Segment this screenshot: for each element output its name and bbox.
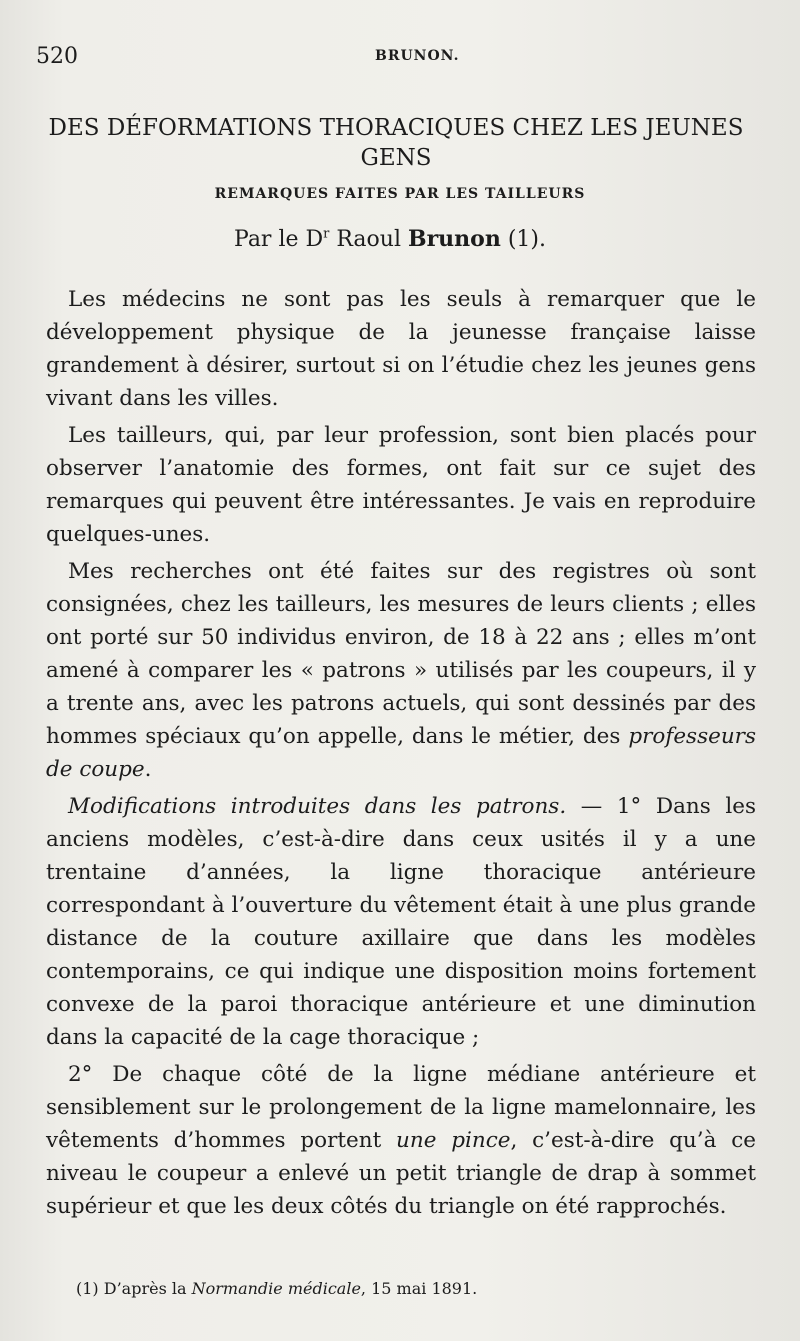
paragraph-text: Les médecins ne sont pas les seuls à remarquer que le développement physique de la jeunesse française laisse grandement à désirer, surtout si on l’étudie chez les jeunes gens vivant dans les villes. (46, 287, 756, 411)
footnote-text: , 15 mai 1891. (360, 1279, 478, 1298)
paragraph-text: . (144, 757, 152, 782)
paragraph-text: Les tailleurs, qui, par leur profession, sont bien placés pour observer l’anatomie des formes, ont fait sur ce sujet des remarques qui peuvent être intéressantes. Je vais en reproduire quelques-unes. (46, 423, 756, 547)
running-title: BRUNON. (375, 48, 460, 64)
footnote-ref: (1). (500, 227, 546, 252)
section-heading: Modifications introduites dans les patrons. (68, 794, 567, 819)
paragraph (46, 790, 756, 1054)
italic-term: professeurs de coupe (46, 724, 756, 782)
author-name: Brunon (407, 226, 501, 252)
paragraph-text: , c’est-à-dire qu’à ce niveau le coupeur a enlevé un petit triangle de drap à sommet supérieur et que les deux côtés du triangle on été rapprochés. (46, 1128, 756, 1219)
article-body (46, 283, 756, 1227)
italic-term: une pince (396, 1128, 511, 1153)
article-subtitle: REMARQUES FAITES PAR LES TAILLEURS (214, 186, 586, 202)
paragraph (46, 555, 756, 786)
paragraph-text: — 1° Dans les anciens modèles, c’est-à-dire dans ceux usités il y a une trentaine d’années, la ligne thoracique antérieure correspondant à l’ouverture du vêtement était à une plus grande distance de la couture axillaire que dans les modèles contemporains, ce qui indique une disposition moins fortement convexe de la paroi thoracique antérieure et une diminution dans la capacité de la cage thoracique ; (46, 794, 756, 1050)
paragraph (46, 283, 756, 415)
byline-first: Raoul (329, 227, 408, 252)
paragraph-text: Mes recherches ont été faites sur des registres où sont consignées, chez les tailleurs, les mesures de leurs clients ; elles ont porté sur 50 individus environ, de 18 à 22 ans ; elles m’ont amené à comparer les « patrons » utilisés par les coupeurs, il y a trente ans, avec les patrons actuels, qui sont dessinés par des hommes spéciaux qu’on appelle, dans le métier, des (46, 559, 756, 749)
byline-prefix: Par le D (234, 227, 324, 252)
paragraph (46, 1058, 756, 1223)
byline (0, 226, 780, 252)
page-number: 520 (36, 44, 78, 69)
paragraph-text: 2° De chaque côté de la ligne médiane antérieure et sensiblement sur le prolongement de la ligne mamelonnaire, les vêtements d’hommes portent (46, 1062, 756, 1153)
running-head (36, 44, 760, 74)
footnote (76, 1279, 756, 1298)
paragraph (46, 419, 756, 551)
footnote-source: Normandie médicale (191, 1279, 361, 1298)
article-title: DES DÉFORMATIONS THORACIQUES CHEZ LES JEUNES GENS (48, 115, 744, 171)
byline-sup: r (323, 226, 330, 242)
footnote-text: (1) D’après la (76, 1279, 192, 1298)
